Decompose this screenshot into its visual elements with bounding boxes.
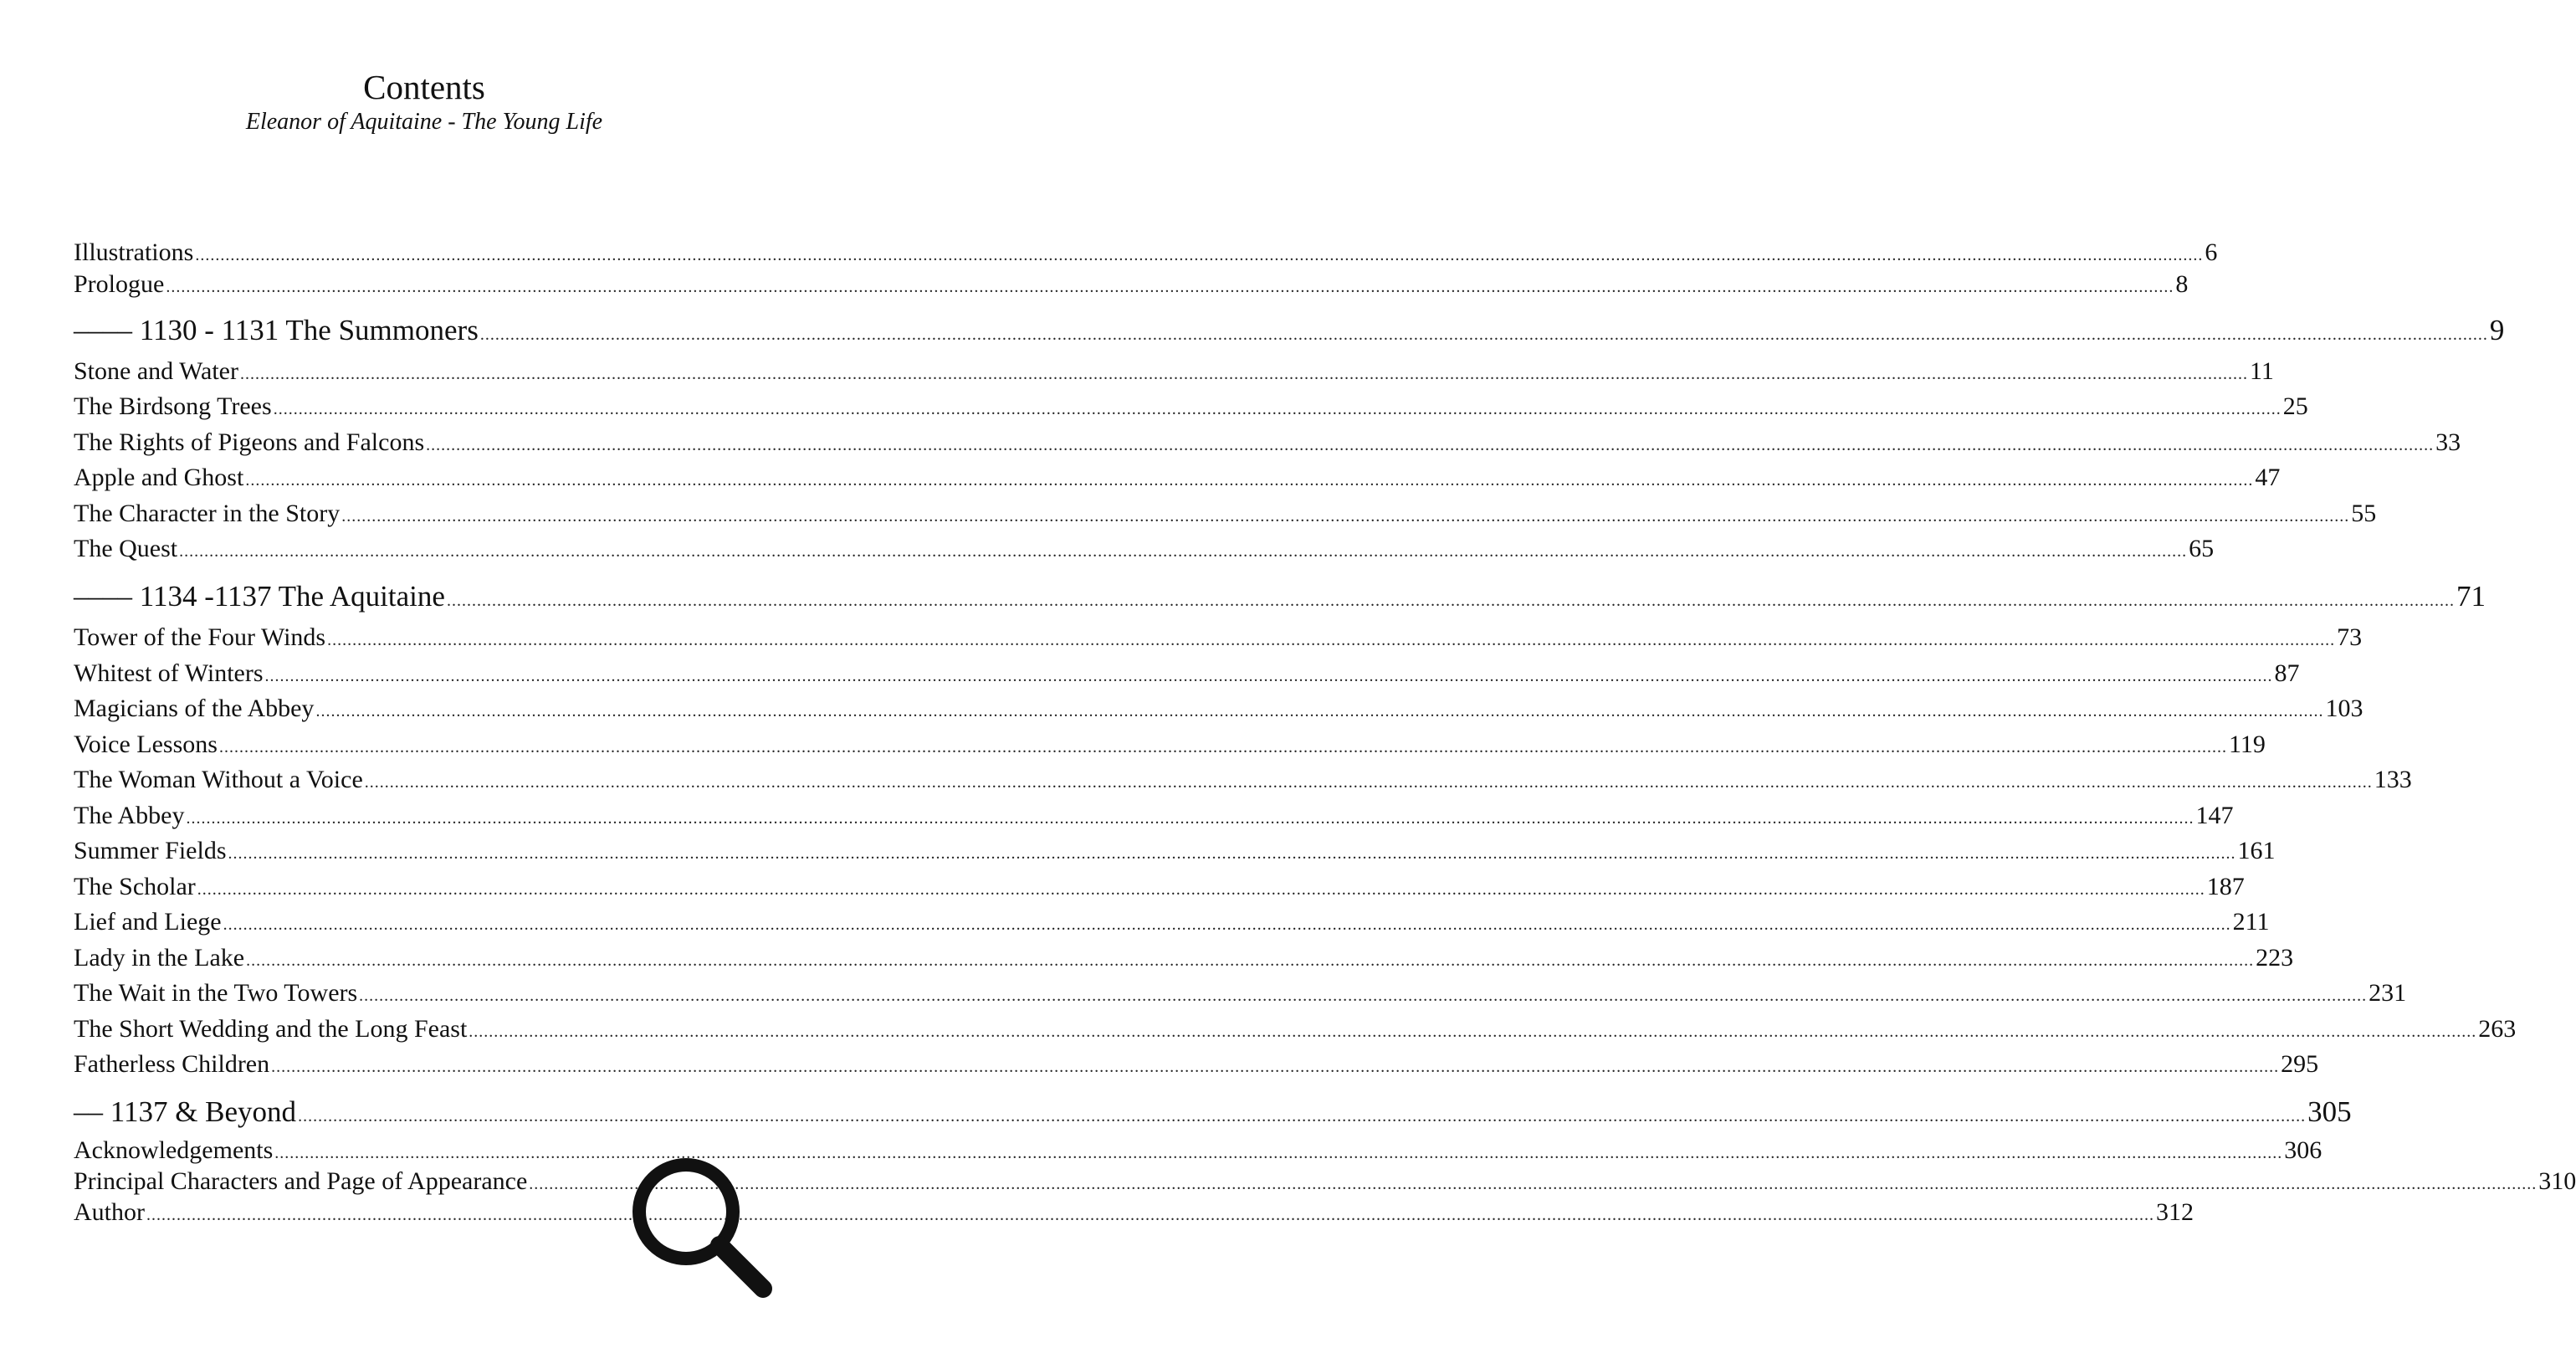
dot-leader: ................................................................................................................................................................................................................................................................................................................................................................................................................ (446, 592, 2455, 610)
toc-title: Summer Fields (74, 837, 227, 864)
dot-leader: ................................................................................................................................................................................................................................................................................................................................................................................................................ (246, 951, 2255, 970)
toc-entry-row[interactable] (74, 941, 2294, 977)
dot-leader: ................................................................................................................................................................................................................................................................................................................................................................................................................ (271, 1058, 2280, 1076)
toc-page-number: 310 (2538, 1167, 2576, 1195)
toc-title: –– 1137 & Beyond (74, 1095, 297, 1128)
toc-entry-row[interactable] (74, 1013, 2517, 1049)
toc-page-number: 6 (2205, 238, 2218, 266)
dot-leader: ................................................................................................................................................................................................................................................................................................................................................................................................................ (529, 1175, 2538, 1193)
toc-title: Author (74, 1198, 145, 1226)
toc-entry-row[interactable] (74, 621, 2363, 657)
toc-entry-row[interactable] (74, 426, 2461, 462)
dot-leader: ................................................................................................................................................................................................................................................................................................................................................................................................................ (186, 809, 2194, 828)
toc-page-number: 312 (2156, 1198, 2194, 1226)
toc-title: The Wait in the Two Towers (74, 979, 358, 1007)
toc-entry-row[interactable] (74, 497, 2377, 533)
magnifier-icon[interactable] (629, 1155, 778, 1304)
toc-page-number: 11 (2249, 357, 2274, 385)
dot-leader: ................................................................................................................................................................................................................................................................................................................................................................................................................ (195, 246, 2204, 264)
toc-entry-row[interactable] (74, 834, 2276, 870)
toc-page-number: 211 (2232, 908, 2270, 936)
toc-title: Whitest of Winters (74, 659, 264, 687)
dot-leader: ................................................................................................................................................................................................................................................................................................................................................................................................................ (273, 400, 2282, 418)
toc-title: Illustrations (74, 238, 194, 266)
toc-title: The Character in the Story (74, 500, 341, 527)
toc-page-number: 119 (2228, 731, 2266, 758)
toc-entry-row[interactable] (74, 692, 2363, 728)
toc-page-number: 71 (2456, 580, 2486, 613)
toc-page-number: 9 (2489, 314, 2505, 346)
toc-page-number: 187 (2206, 873, 2245, 900)
dot-leader: ................................................................................................................................................................................................................................................................................................................................................................................................................ (146, 1206, 2154, 1224)
toc-title: Tower of the Four Winds (74, 623, 326, 651)
toc-entry-row[interactable] (74, 236, 2218, 272)
toc-title: The Scholar (74, 873, 196, 900)
toc-page-number: 305 (2307, 1095, 2352, 1128)
dot-leader: ................................................................................................................................................................................................................................................................................................................................................................................................................ (228, 844, 2236, 863)
toc-page-number: 25 (2282, 392, 2308, 420)
toc-title: Acknowledgements (74, 1136, 274, 1164)
dot-leader: ................................................................................................................................................................................................................................................................................................................................................................................................................ (341, 507, 2350, 526)
toc-entry-row[interactable] (74, 532, 2215, 568)
dot-leader: ................................................................................................................................................................................................................................................................................................................................................................................................................ (479, 326, 2488, 344)
toc-title: Stone and Water (74, 357, 238, 385)
toc-title: The Birdsong Trees (74, 392, 272, 420)
toc-page-number: 133 (2374, 766, 2412, 793)
dot-leader: ................................................................................................................................................................................................................................................................................................................................................................................................................ (469, 1023, 2477, 1041)
toc-page-number: 306 (2284, 1136, 2322, 1164)
toc-page-number: 73 (2337, 623, 2363, 651)
dot-leader: ................................................................................................................................................................................................................................................................................................................................................................................................................ (245, 471, 2254, 490)
toc-page-number: 161 (2237, 837, 2276, 864)
toc-title: The Quest (74, 535, 178, 562)
dot-leader: ................................................................................................................................................................................................................................................................................................................................................................................................................ (359, 987, 2368, 1005)
toc-entry-row[interactable] (74, 268, 2189, 304)
dot-leader: ................................................................................................................................................................................................................................................................................................................................................................................................................ (197, 880, 2205, 899)
toc-entry-row[interactable] (74, 1048, 2319, 1084)
toc-title: –––– 1134 -1137 The Aquitaine (74, 580, 445, 613)
dot-leader: ................................................................................................................................................................................................................................................................................................................................................................................................................ (239, 365, 2248, 383)
toc-page-number: 65 (2189, 535, 2215, 562)
toc-title: The Rights of Pigeons and Falcons (74, 428, 425, 456)
dot-leader: ................................................................................................................................................................................................................................................................................................................................................................................................................ (223, 915, 2231, 934)
dot-leader: ................................................................................................................................................................................................................................................................................................................................................................................................................ (315, 702, 2324, 720)
toc-entry-row[interactable] (74, 355, 2274, 391)
book-subtitle: Eleanor of Aquitaine - The Young Life (245, 109, 603, 135)
page-title: Contents (363, 68, 485, 106)
toc-entry-row[interactable] (74, 870, 2245, 906)
toc-title: Prologue (74, 270, 165, 298)
toc-page-number: 87 (2274, 659, 2300, 687)
dot-leader: ................................................................................................................................................................................................................................................................................................................................................................................................................ (179, 542, 2188, 561)
toc-page-number: 223 (2256, 944, 2294, 972)
dot-leader: ................................................................................................................................................................................................................................................................................................................................................................................................................ (274, 1144, 2283, 1162)
dot-leader: ................................................................................................................................................................................................................................................................................................................................................................................................................ (364, 773, 2373, 792)
toc-page-number: 47 (2255, 464, 2281, 491)
dot-leader: ................................................................................................................................................................................................................................................................................................................................................................................................................ (166, 278, 2174, 296)
toc-entry-row[interactable] (74, 977, 2407, 1013)
toc-entry-row[interactable] (74, 905, 2270, 941)
toc-page-number: 295 (2281, 1050, 2319, 1078)
toc-section-row[interactable] (74, 311, 2505, 354)
dot-leader: ................................................................................................................................................................................................................................................................................................................................................................................................................ (218, 738, 2227, 756)
toc-page-number: 8 (2175, 270, 2189, 298)
toc-page-number: 147 (2195, 802, 2234, 829)
toc-page-number: 263 (2478, 1015, 2517, 1043)
toc-title: Apple and Ghost (74, 464, 244, 491)
toc-entry-row[interactable] (74, 799, 2234, 835)
toc-title: Fatherless Children (74, 1050, 270, 1078)
toc-title: Voice Lessons (74, 731, 218, 758)
dot-leader: ................................................................................................................................................................................................................................................................................................................................................................................................................ (327, 631, 2336, 649)
toc-page-number: 33 (2435, 428, 2461, 456)
toc-title: Lief and Liege (74, 908, 222, 936)
toc-entry-row[interactable] (74, 657, 2300, 693)
toc-title: The Short Wedding and the Long Feast (74, 1015, 468, 1043)
toc-title: Lady in the Lake (74, 944, 245, 972)
toc-section-row[interactable] (74, 577, 2486, 620)
toc-title: Principal Characters and Page of Appearance (74, 1167, 528, 1195)
toc-page-number: 231 (2369, 979, 2407, 1007)
toc-title: –––– 1130 - 1131 The Summoners (74, 314, 479, 346)
toc-page-number: 103 (2325, 695, 2363, 722)
toc-entry-row[interactable] (74, 728, 2266, 764)
toc-page-number: 55 (2351, 500, 2377, 527)
dot-leader: ................................................................................................................................................................................................................................................................................................................................................................................................................ (426, 436, 2435, 454)
dot-leader: ................................................................................................................................................................................................................................................................................................................................................................................................................ (298, 1107, 2307, 1125)
toc-title: The Woman Without a Voice (74, 766, 363, 793)
toc-entry-row[interactable] (74, 461, 2281, 497)
toc-section-row[interactable] (74, 1093, 2352, 1136)
toc-entry-row[interactable] (74, 763, 2412, 799)
toc-entry-row[interactable] (74, 390, 2308, 426)
toc-title: The Abbey (74, 802, 185, 829)
toc-title: Magicians of the Abbey (74, 695, 315, 722)
dot-leader: ................................................................................................................................................................................................................................................................................................................................................................................................................ (264, 667, 2273, 685)
